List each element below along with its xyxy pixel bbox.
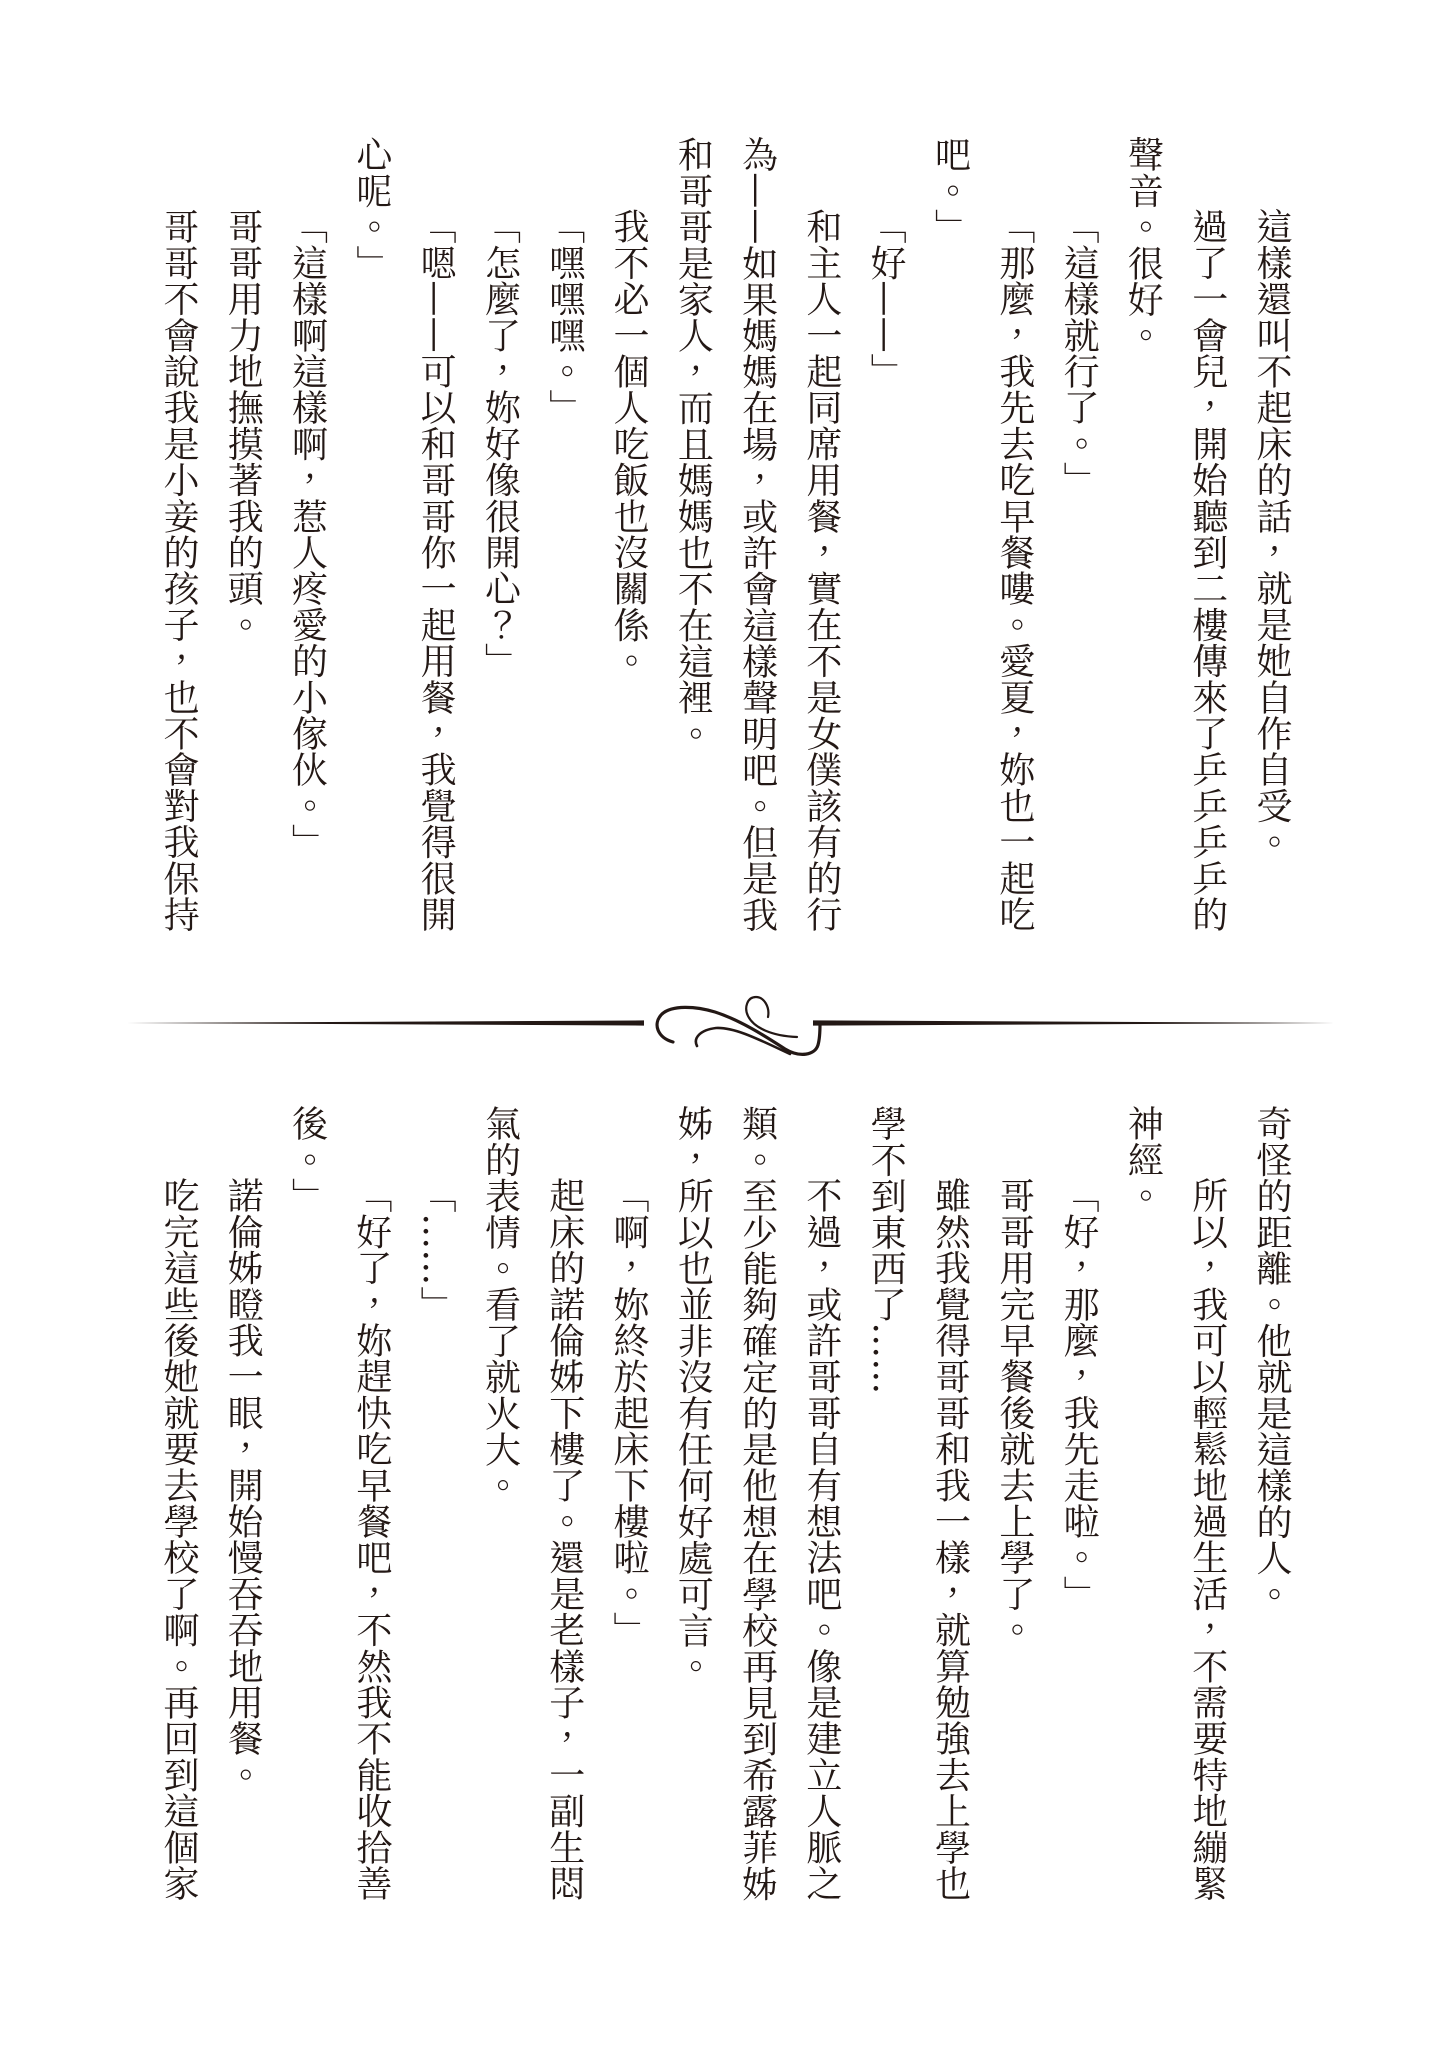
text-column: 「那麼，我先去吃早餐嘍。愛夏，妳也一起吃 (993, 208, 1035, 933)
text-column: 不過，或許哥哥自有想法吧。像是建立人脈之 (800, 1177, 842, 1902)
text-column: 和哥哥是家人，而且媽媽也不在這裡。 (672, 136, 714, 752)
text-column: 哥哥不會說我是小妾的孩子，也不會對我保持 (157, 208, 199, 933)
text-column: 聲音。很好。 (1122, 136, 1164, 354)
lower-text-block (146, 1105, 1303, 1905)
text-column: 雖然我覺得哥哥和我一樣，就算勉強去上學也 (929, 1177, 971, 1902)
text-column: 起床的諾倫姊下樓了。還是老樣子，一副生悶 (543, 1177, 585, 1902)
text-column: 神經。 (1122, 1105, 1164, 1214)
flourish-ornament-icon (657, 997, 820, 1054)
text-column: 哥哥用完早餐後就去上學了。 (993, 1177, 1035, 1648)
text-column: 「好——」 (865, 208, 907, 390)
text-column: 吧。」 (929, 136, 971, 245)
text-column: 「好，那麼，我先走啦。」 (1058, 1177, 1100, 1612)
text-column: 心呢。」 (350, 136, 392, 281)
text-column: 為——如果媽媽在場，或許會這樣聲明吧。但是我 (736, 136, 778, 933)
text-column: 後。」 (286, 1105, 328, 1214)
text-column: 這樣還叫不起床的話，就是她自作自受。 (1251, 208, 1292, 860)
text-column: 「嗯——可以和哥哥你一起用餐，我覺得很開 (415, 208, 457, 933)
text-column: 過了一會兒，開始聽到二樓傳來了乒乒乒乒的 (1186, 208, 1228, 933)
text-column: 諾倫姊瞪我一眼，開始慢吞吞地用餐。 (222, 1177, 264, 1793)
text-column: 「這樣就行了。」 (1058, 208, 1100, 498)
text-column: 類。至少能夠確定的是他想在學校再見到希露菲姊 (736, 1105, 778, 1902)
text-column: 「……」 (415, 1177, 457, 1323)
text-column: 姊，所以也並非沒有任何好處可言。 (672, 1105, 714, 1685)
text-column: 所以，我可以輕鬆地過生活，不需要特地繃緊 (1186, 1177, 1228, 1902)
text-column: 氣的表情。看了就火大。 (479, 1105, 521, 1504)
text-column: 哥哥用力地撫摸著我的頭。 (222, 208, 264, 643)
text-column: 「這樣啊這樣啊，惹人疼愛的小傢伙。」 (286, 208, 328, 860)
section-divider (0, 985, 1445, 1065)
upper-text-block (146, 136, 1303, 936)
divider-line-left (125, 1020, 644, 1025)
text-column: 「嘿嘿嘿。」 (543, 208, 585, 426)
divider-line-right (813, 1020, 1335, 1025)
text-column: 「怎麼了，妳好像很開心？」 (479, 208, 521, 679)
text-column: 奇怪的距離。他就是這樣的人。 (1251, 1105, 1292, 1612)
text-column: 吃完這些後她就要去學校了啊。再回到這個家 (157, 1177, 199, 1902)
text-column: 和主人一起同席用餐，實在不是女僕該有的行 (800, 208, 842, 933)
text-column: 我不必一個人吃飯也沒關係。 (608, 208, 650, 679)
text-column: 「啊，妳終於起床下樓啦。」 (608, 1177, 650, 1648)
text-column: 「好了，妳趕快吃早餐吧，不然我不能收拾善 (350, 1177, 392, 1902)
text-column: 學不到東西了…… (865, 1105, 907, 1395)
